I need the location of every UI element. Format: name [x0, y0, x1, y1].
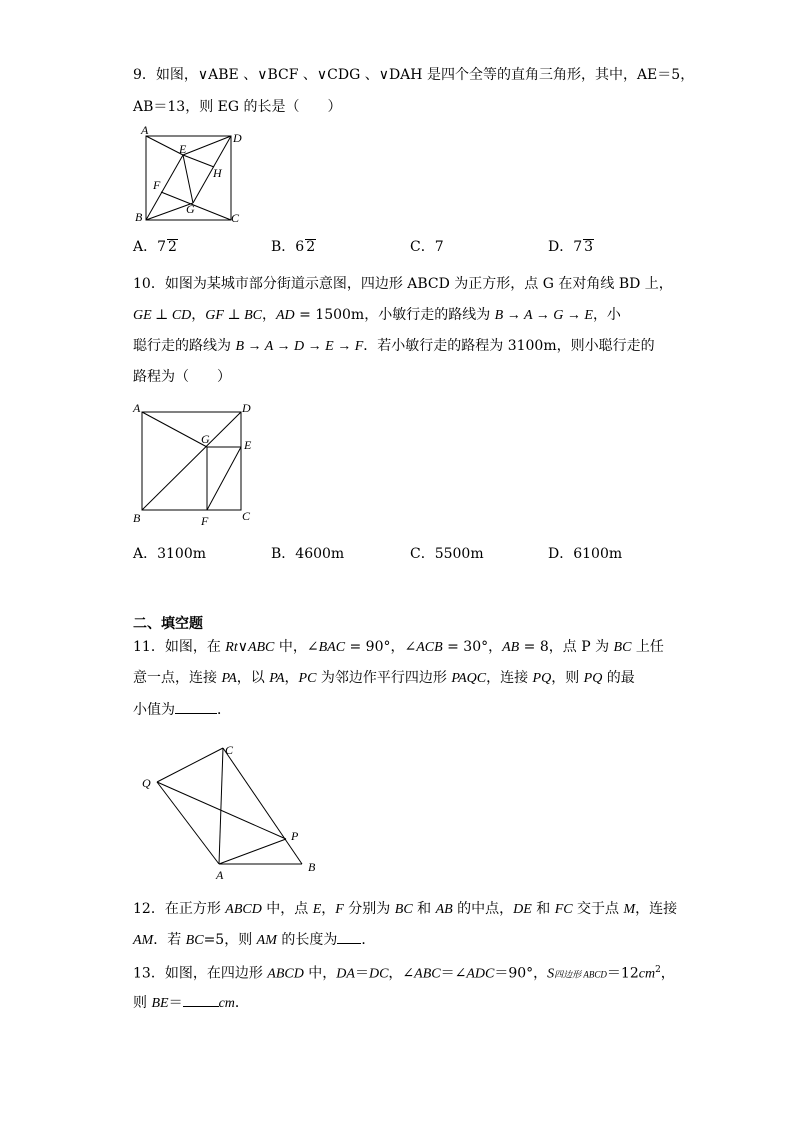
q9-option-c[interactable]: C．7	[410, 239, 444, 255]
q11-line1: 11．如图，在 Rt∨ABC 中，∠BAC = 90°，∠ACB = 30°，AB = 8，点 P 为 BC 上任	[133, 639, 664, 655]
q9-option-a[interactable]: A．7 2	[133, 239, 177, 255]
q9-label-h: H	[213, 166, 222, 180]
q10-line4: 路程为（ ）	[133, 369, 231, 385]
q11-label-q: Q	[142, 776, 151, 790]
q9-label-g: G	[186, 202, 195, 216]
q11-label-a: A	[216, 868, 224, 882]
q11-line3: 小值为 ．	[133, 699, 231, 720]
q9-line2: AB＝13，则 EG 的长是（ ）	[133, 99, 342, 115]
q11-label-b: B	[308, 860, 316, 874]
q9-label-d: D	[233, 131, 242, 145]
q11-answer-blank[interactable]	[175, 699, 217, 714]
q10-option-d[interactable]: D．6100m	[548, 546, 623, 562]
q10-option-b[interactable]: B．4600m	[271, 546, 345, 562]
q11-figure	[140, 740, 325, 880]
q10-label-d: D	[242, 401, 251, 415]
q12-line1: 12．在正方形 ABCD 中，点 E，F 分别为 BC 和 AB 的中点，DE 和 FC 交于点 M，连接	[133, 901, 678, 917]
q9-figure	[135, 122, 250, 227]
q12-line2: AM．若 BC=5，则 AM 的长度为 ．	[133, 929, 375, 951]
q10-line2: GE ⊥ CD，GF ⊥ BC，AD = 1500m，小敏行走的路线为 B → A → G → E，小	[133, 307, 621, 323]
q9-option-b[interactable]: B．6 2	[271, 239, 316, 255]
q10-line1: 10．如图为某城市部分街道示意图，四边形 ABCD 为正方形，点 G 在对角线 BD 上，	[133, 276, 673, 292]
q9-label-b: B	[135, 210, 143, 224]
q10-option-a[interactable]: A．3100m	[133, 546, 207, 562]
q13-line1: 13．如图，在四边形 ABCD 中，DA＝DC，∠ABC＝∠ADC＝90°，S四边形 $ABCD=12cm^2$，	[133, 965, 675, 982]
q13-answer-blank[interactable]	[183, 992, 219, 1007]
q10-label-b: B	[133, 511, 141, 525]
q10-label-f: F	[201, 514, 209, 528]
q10-label-e: E	[244, 438, 252, 452]
q11-label-p: P	[291, 829, 299, 843]
q9-label-e: E	[179, 142, 187, 156]
q11-label-c: C	[225, 743, 234, 757]
q10-figure	[133, 400, 263, 528]
q10-label-c: C	[242, 509, 251, 523]
q10-line3: 聪行走的路线为 B → A → D → E → F．若小敏行走的路程为 3100m，则小聪行走的	[133, 338, 655, 354]
q9-label-c: C	[231, 211, 240, 225]
section-heading: 二、填空题	[133, 616, 203, 632]
q9-option-d[interactable]: D．7 3	[548, 239, 594, 255]
q13-line2: 则 BE＝ cm．	[133, 992, 249, 1014]
q9-label-a: A	[141, 123, 149, 137]
q9-label-f: F	[153, 178, 161, 192]
q10-label-g: G	[201, 432, 210, 446]
q12-answer-blank[interactable]	[337, 929, 361, 944]
q11-line2: 意一点，连接 PA，以 PA，PC 为邻边作平行四边形 PAQC，连接 PQ，则 PQ 的最	[133, 670, 635, 686]
q10-label-a: A	[133, 401, 141, 415]
q9-line1: 9．如图，∨ABE 、∨BCF 、∨CDG 、∨DAH 是四个全等的直角三角形，其中，AE＝5，	[133, 67, 695, 83]
q10-option-c[interactable]: C．5500m	[410, 546, 484, 562]
